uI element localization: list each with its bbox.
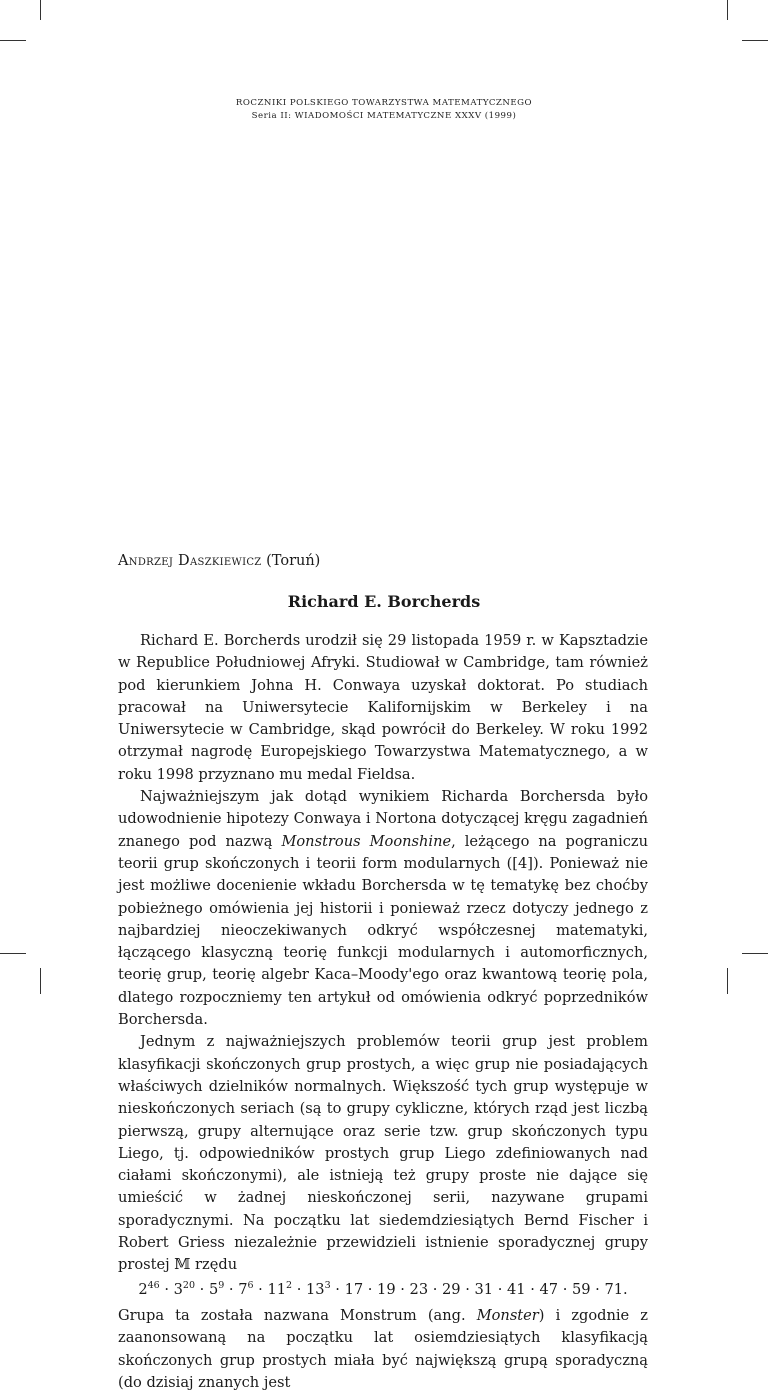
article-body (118, 630, 648, 1394)
crop-mark-bottom-left-h (0, 953, 26, 954)
paragraph-3: Jednym z najważniejszych problemów teorii grup jest problem klasyfikacji skończonych grup prostych, a więc grup nie posiadających właściwych dzielników normalnych. Większość tych grup występuje w nieskończonych seriach (są to grupy cykliczne, których rząd jest liczbą pierwszą, grupy alternujące oraz serie tzw. grup skończonych typu Liego, tj. odpowiedników prostych grup Liego zdefiniowanych nad ciałami skończonymi), ale istnieją też grupy proste nie dające się umieścić w żadnej nieskończonej serii, nazywane grupami sporadycznymi. Na początku lat siedemdziesiątych Bernd Fischer i Robert Griess niezależnie przewidzieli istnienie sporadycznej grupy prostej 𝕄 rzędu (118, 1033, 648, 1274)
monster-order-formula: $2^{46} \cdot 3^{20} \cdot 5^9 \cdot 7^6 \cdot 11^2 \cdot 13^3 \cdot 17 \cdot 19 \cdot 23 \cdot 29 \cdot 31 \cdot 41 \cdot 47 \cdot 59 \cdot 71$. (138, 1279, 628, 1298)
crop-mark-bottom-right-h (742, 953, 768, 954)
crop-mark-bottom-right-v (727, 968, 728, 994)
crop-mark-bottom-left-v (40, 968, 41, 994)
emphasis-monstrous-moonshine: Monstrous Moonshine (281, 832, 452, 850)
author-affiliation: (Toruń) (266, 553, 321, 569)
crop-mark-top-left-v (40, 0, 41, 20)
crop-mark-top-left-h (0, 40, 26, 41)
journal-name: ROCZNIKI POLSKIEGO TOWARZYSTWA MATEMATYCZNEGO (235, 98, 533, 108)
article-title: Richard E. Borcherds (287, 592, 481, 611)
journal-series: Seria II: WIADOMOŚCI MATEMATYCZNE XXXV (1999) (251, 111, 517, 121)
author-line (118, 553, 320, 569)
paragraph-2: Najważniejszym jak dotąd wynikiem Richarda Borchersda było udowodnienie hipotezy Conwaya i Nortona dotyczącej kręgu zagadnień znanego pod nazwą Monstrous Moonshine, leżącego na pograniczu teorii grup skończonych i teorii form modularnych ([4]). Ponieważ nie jest możliwe docenienie wkładu Borchersda w tę tematykę bez choćby pobieżnego omówienia jej historii i ponieważ rzecz dotyczy jednego z najbardziej nieoczekiwanych odkryć współczesnej matematyki, łączącego klasyczną teorię funkcji modularnych i automorficznych, teorię grup, teorię algebr Kaca–Moody'ego oraz kwantową teorię pola, dlatego rozpoczniemy ten artykuł od omówienia odkryć poprzedników Borchersda. (118, 788, 648, 1029)
paragraph-4: Grupa ta została nazwana Monstrum (ang. Monster) i zgodnie z zaanonsowaną na początku lat osiemdziesiątych klasyfikacją skończonych grup prostych miała być największą grupą sporadyczną (do dzisiaj znanych jest (118, 1306, 648, 1391)
crop-mark-top-right-v (727, 0, 728, 20)
emphasis-monster: Monster (476, 1306, 539, 1324)
crop-mark-top-right-h (742, 40, 768, 41)
paragraph-1: Richard E. Borcherds urodził się 29 listopada 1959 r. w Kapsztadzie w Republice Południowej Afryki. Studiował w Cambridge, tam również pod kierunkiem Johna H. Conwaya uzyskał doktorat. Po studiach pracował na Uniwersytecie Kalifornijskim w Berkeley i na Uniwersytecie w Cambridge, skąd powrócił do Berkeley. W roku 1992 otrzymał nagrodę Europejskiego Towarzystwa Matematycznego, a w roku 1998 przyznano mu medal Fieldsa. (118, 632, 648, 783)
author-name: Andrzej Daszkiewicz (118, 553, 262, 569)
